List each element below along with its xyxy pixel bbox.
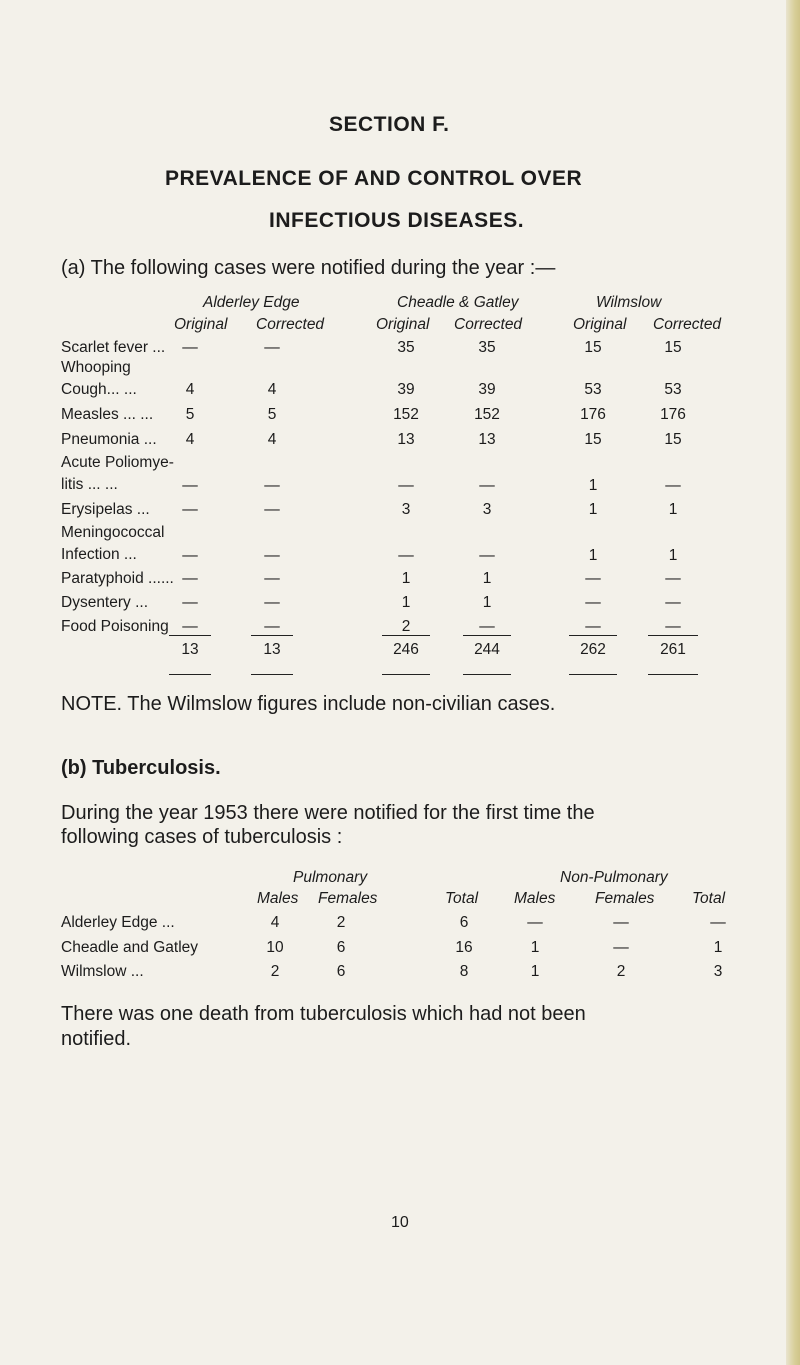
table-b-cell: — [613,914,629,931]
table-a-cell: — [479,547,495,564]
total-rule-top [648,635,698,636]
table-a-total: 244 [474,641,500,658]
table-b-row-label: Alderley Edge ... [61,914,175,931]
table-a-cell: — [264,477,280,494]
table-a-cell: 1 [401,570,411,587]
table-a-cell: 3 [482,501,492,518]
total-rule-bottom [251,674,293,675]
table-b-cell: 10 [266,939,284,956]
table-b-cell: 8 [459,963,469,980]
table-a-group-wilmslow: Wilmslow [596,294,662,311]
table-a-cell: 13 [397,431,415,448]
table-a-cell: 15 [664,431,682,448]
table-a-row-label: Dysentery ... [61,594,148,611]
table-b-row-label: Wilmslow ... [61,963,144,980]
table-a-cell: — [665,477,681,494]
main-title-line1: PREVALENCE OF AND CONTROL OVER [165,167,583,190]
table-a-cell: 152 [393,406,419,423]
page-number: 10 [391,1214,409,1231]
table-a-cell: 4 [185,431,195,448]
table-a-row-label: Cough... ... [61,381,137,398]
table-a-row-label: litis ... ... [61,476,118,493]
total-rule-top [169,635,211,636]
table-a-cell: — [182,477,198,494]
table-b-cell: — [613,939,629,956]
table-a-cell: — [182,501,198,518]
table-a-cell: — [264,570,280,587]
table-a-cell: 5 [267,406,277,423]
table-a-cell: — [264,339,280,356]
table-a-cell: 35 [478,339,496,356]
total-rule-bottom [169,674,211,675]
table-b-group-pulmonary: Pulmonary [293,869,368,886]
total-rule-bottom [382,674,430,675]
table-a-cell: 39 [397,381,415,398]
table-a-cell: 4 [267,431,277,448]
table-a-total: 262 [580,641,606,658]
subsection-b-title [61,757,221,780]
table-a-cell: — [182,339,198,356]
table-a-cell: — [264,618,280,635]
table-a-cell: — [665,618,681,635]
intro-a: (a) The following cases were notified during the year :— [61,257,556,279]
table-a-cell: — [182,570,198,587]
table-a-subheader: Corrected [256,316,325,333]
table-a-cell: — [264,594,280,611]
table-a-cell: 35 [397,339,415,356]
table-a-cell: 1 [668,547,678,564]
table-a-group-alderley: Alderley Edge [203,294,300,311]
table-a-cell: — [264,547,280,564]
total-rule-top [251,635,293,636]
table-b-cell: 6 [336,939,346,956]
para-b-line1: During the year 1953 there were notified for the first time the [61,802,595,824]
table-b-cell: 2 [616,963,626,980]
table-a-row-label: Infection ... [61,546,137,563]
table-b-group-nonpulmonary: Non-Pulmonary [560,869,668,886]
table-a-cell: — [182,547,198,564]
table-b-cell: — [527,914,543,931]
table-b-subheader: Total [692,890,726,907]
table-a-cell: 15 [584,339,602,356]
table-a-cell: 1 [668,501,678,518]
total-rule-top [569,635,617,636]
table-b-cell: 2 [270,963,280,980]
table-a-cell: 3 [401,501,411,518]
table-a-group-cheadle: Cheadle & Gatley [397,294,519,311]
table-a-row-label: Erysipelas ... [61,501,150,518]
table-a-cell: — [264,501,280,518]
main-title-line2: INFECTIOUS DISEASES. [269,209,525,232]
table-a-total: 13 [263,641,281,658]
table-a-total: 13 [181,641,199,658]
table-a-row-label: Whooping [61,359,131,376]
table-a-cell: 39 [478,381,496,398]
total-rule-bottom [569,674,617,675]
table-b-cell: 2 [336,914,346,931]
table-b-subheader: Females [595,890,655,907]
table-a-cell: — [665,594,681,611]
table-a-cell: 13 [478,431,496,448]
table-a-cell: — [479,618,495,635]
table-b-cell: 6 [336,963,346,980]
death-line2: notified. [61,1028,132,1050]
table-a-cell: 4 [267,381,277,398]
table-a-cell: 176 [580,406,606,423]
table-a-cell: — [585,594,601,611]
table-a-cell: 176 [660,406,686,423]
table-b-row-label: Cheadle and Gatley [61,939,199,956]
table-a-subheader: Corrected [653,316,722,333]
table-b-subheader: Females [318,890,378,907]
total-rule-top [463,635,511,636]
table-b-cell: 4 [270,914,280,931]
table-a-cell: — [398,547,414,564]
table-a-cell: 1 [588,477,598,494]
para-b-line2: following cases of tuberculosis : [61,826,343,848]
table-a-cell: 1 [482,594,492,611]
table-a-total: 261 [660,641,686,658]
table-a-cell: 1 [401,594,411,611]
table-b-cell: 1 [713,939,723,956]
table-a-cell: 5 [185,406,195,423]
table-a-row-label: Measles ... ... [61,406,154,423]
table-b-cell: 6 [459,914,469,931]
table-a-row-label: Acute Poliomye- [61,454,174,471]
table-a-cell: 1 [588,501,598,518]
table-a-cell: 15 [584,431,602,448]
table-a-cell: 53 [584,381,602,398]
table-a-cell: 15 [664,339,682,356]
table-a-cell: — [479,477,495,494]
table-a-subheader: Corrected [454,316,523,333]
table-b-subheader: Total [445,890,479,907]
table-b-cell: — [710,914,726,931]
table-b-cell: 16 [455,939,473,956]
table-a-row-label: Pneumonia ... [61,431,157,448]
table-a-cell: — [585,618,601,635]
table-a-cell: 1 [588,547,598,564]
table-a-subheader: Original [174,316,228,333]
table-a-cell: 152 [474,406,500,423]
total-rule-bottom [648,674,698,675]
table-b-cell: 1 [530,939,540,956]
table-a-subheader: Original [376,316,430,333]
page-edge-shadow [786,0,800,1365]
subsection-b-label: (b) Tuberculosis. [61,757,221,779]
table-b-cell: 1 [530,963,540,980]
table-a-cell: — [182,618,198,635]
total-rule-bottom [463,674,511,675]
table-a-cell: 1 [482,570,492,587]
table-a-cell: 4 [185,381,195,398]
death-line1: There was one death from tuberculosis which had not been [61,1003,586,1025]
table-a-cell: 53 [664,381,682,398]
table-a-cell: — [585,570,601,587]
total-rule-top [382,635,430,636]
table-a-cell: — [665,570,681,587]
table-b-subheader: Males [257,890,299,907]
table-b-cell: 3 [713,963,723,980]
table-a-cell: — [398,477,414,494]
table-a-row-label: Food Poisoning [61,618,169,635]
table-a-cell: — [182,594,198,611]
table-a-row-label: Meningococcal [61,524,165,541]
table-a-row-label: Paratyphoid ...... [61,570,174,587]
table-a-subheader: Original [573,316,627,333]
section-title: SECTION F. [329,113,450,136]
table-a-row-label: Scarlet fever ... [61,339,166,356]
table-a-cell: 2 [401,618,411,635]
note: NOTE. The Wilmslow figures include non-civilian cases. [61,693,556,715]
table-b-subheader: Males [514,890,556,907]
table-a-total: 246 [393,641,419,658]
